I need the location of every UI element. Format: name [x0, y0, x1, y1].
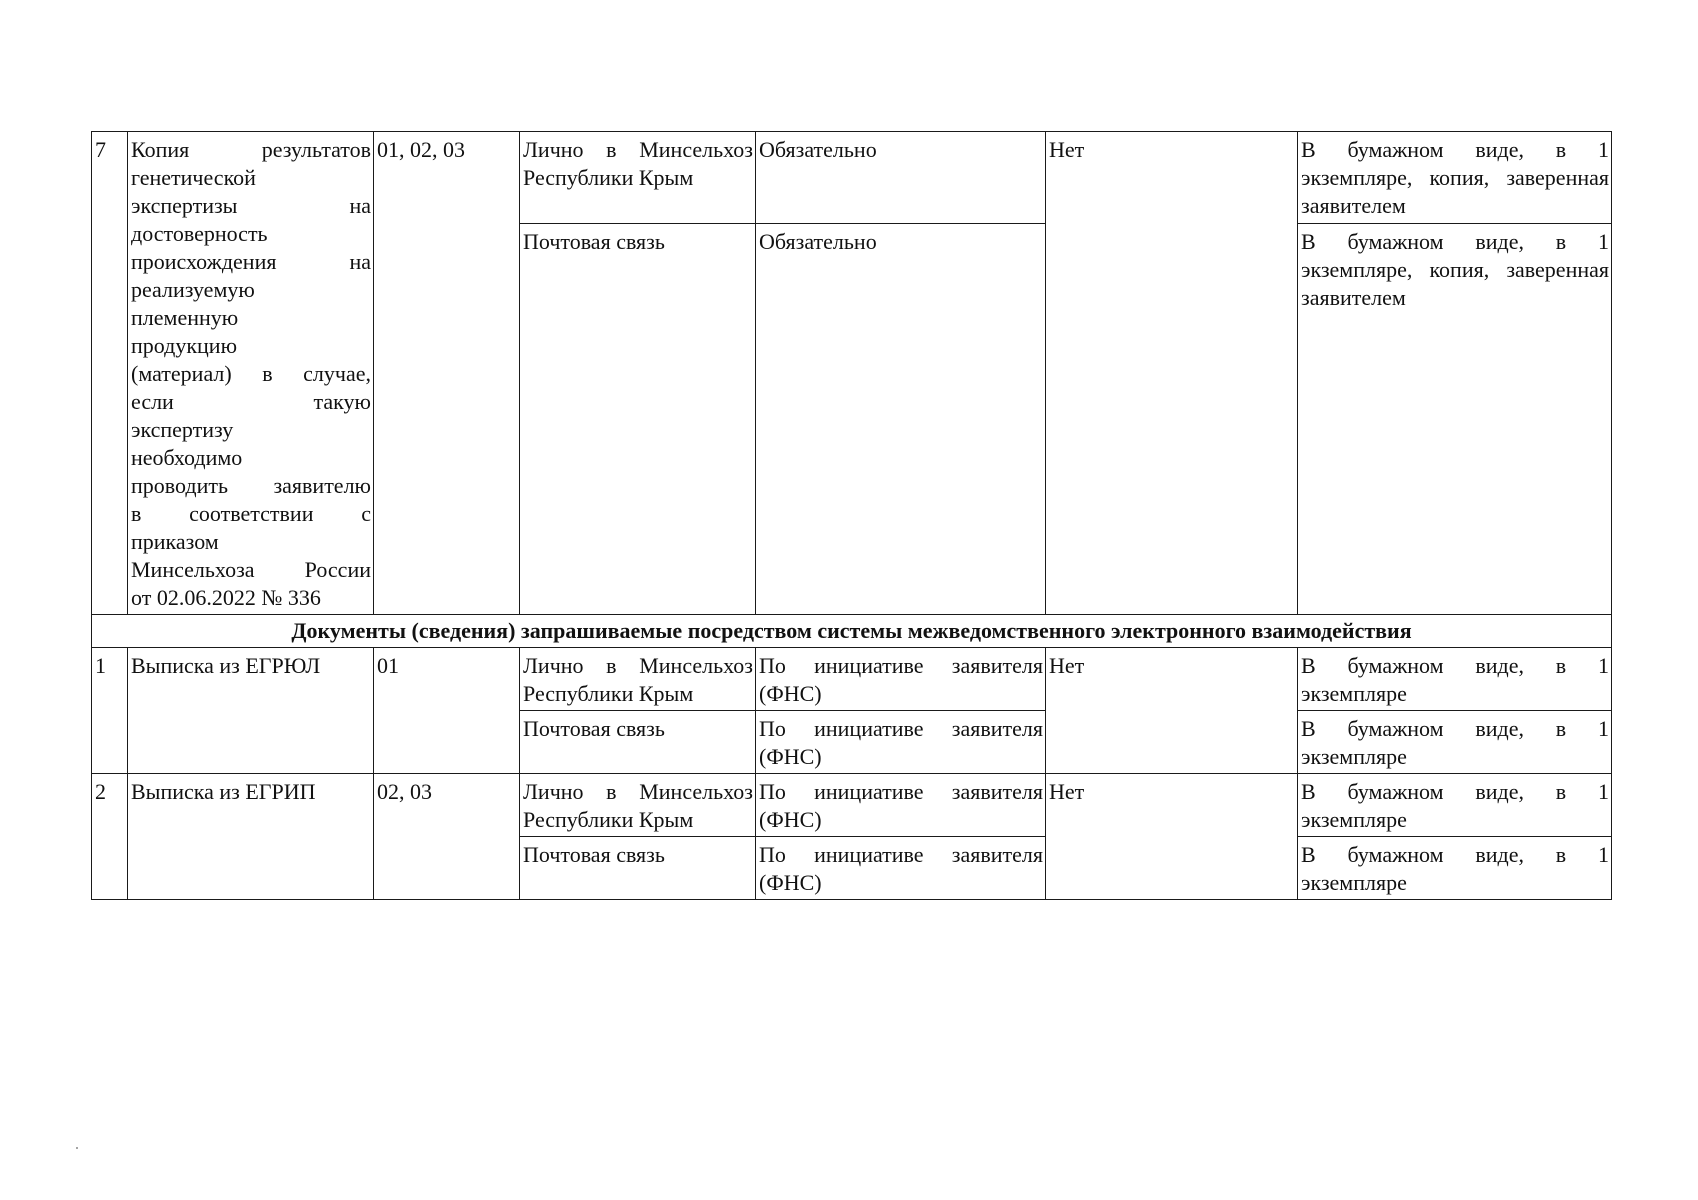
- requirement: Обязательно: [756, 132, 1046, 224]
- row-number: 7: [92, 132, 128, 615]
- document-name-line: от 02.06.2022 № 336: [131, 585, 321, 610]
- submission-method: Лично в Минсельхоз Республики Крым: [520, 648, 756, 711]
- original-required: Нет: [1046, 648, 1298, 774]
- document-name-line: приказом: [131, 529, 219, 554]
- document-name-line: экспертизы на: [131, 193, 371, 218]
- document-name-line: реализуемую: [131, 277, 255, 302]
- document-form: В бумажном виде, в 1 экземпляре: [1298, 837, 1612, 900]
- requirement: По инициативе заявителя (ФНС): [756, 774, 1046, 837]
- table-row: [92, 132, 1612, 224]
- document-name-line: (материал) в случае,: [131, 361, 371, 386]
- table-row: [92, 615, 1612, 648]
- table-row: [92, 648, 1612, 711]
- submission-method: Почтовая связь: [520, 223, 756, 614]
- submission-method: Почтовая связь: [520, 711, 756, 774]
- table-row: [92, 774, 1612, 837]
- section-header: Документы (сведения) запрашиваемые посредством системы межведомственного электронного взаимодействия: [92, 615, 1612, 648]
- document-form: В бумажном виде, в 1 экземпляре, копия, заверенная заявителем: [1298, 223, 1612, 614]
- document-name-line: достоверность: [131, 221, 268, 246]
- document-name-line: Копия результатов: [131, 137, 371, 162]
- applicant-codes: 01: [374, 648, 520, 774]
- applicant-codes: 02, 03: [374, 774, 520, 900]
- requirement: По инициативе заявителя (ФНС): [756, 837, 1046, 900]
- row-number: 1: [92, 648, 128, 774]
- document-name-line: необходимо: [131, 445, 243, 470]
- document-name-line: в соответствии с: [131, 501, 371, 526]
- submission-method: Лично в Минсельхоз Республики Крым: [520, 774, 756, 837]
- submission-method: Лично в Минсельхоз Республики Крым: [520, 132, 756, 224]
- document-name-line: Минсельхоза России: [131, 557, 371, 582]
- requirement: Обязательно: [756, 223, 1046, 614]
- scan-speck: [76, 1147, 78, 1149]
- requirement: По инициативе заявителя (ФНС): [756, 711, 1046, 774]
- submission-method: Почтовая связь: [520, 837, 756, 900]
- document-form: В бумажном виде, в 1 экземпляре: [1298, 711, 1612, 774]
- document-name-line: продукцию: [131, 333, 238, 358]
- document-form: В бумажном виде, в 1 экземпляре: [1298, 774, 1612, 837]
- document-name: Выписка из ЕГРЮЛ: [128, 648, 374, 774]
- original-required: Нет: [1046, 774, 1298, 900]
- requirement: По инициативе заявителя (ФНС): [756, 648, 1046, 711]
- original-required: Нет: [1046, 132, 1298, 615]
- row-number: 2: [92, 774, 128, 900]
- document-name-line: племенную: [131, 305, 239, 330]
- document-form: В бумажном виде, в 1 экземпляре, копия, заверенная заявителем: [1298, 132, 1612, 224]
- document-name-line: проводить заявителю: [131, 473, 371, 498]
- document-name: Выписка из ЕГРИП: [128, 774, 374, 900]
- document-name-line: генетической: [131, 165, 256, 190]
- documents-table: [91, 131, 1612, 900]
- document-form: В бумажном виде, в 1 экземпляре: [1298, 648, 1612, 711]
- applicant-codes: 01, 02, 03: [374, 132, 520, 615]
- document-name-line: происхождения на: [131, 249, 371, 274]
- document-name-line: экспертизу: [131, 417, 234, 442]
- document-name-line: если такую: [131, 389, 371, 414]
- document-name-cell: [128, 132, 374, 615]
